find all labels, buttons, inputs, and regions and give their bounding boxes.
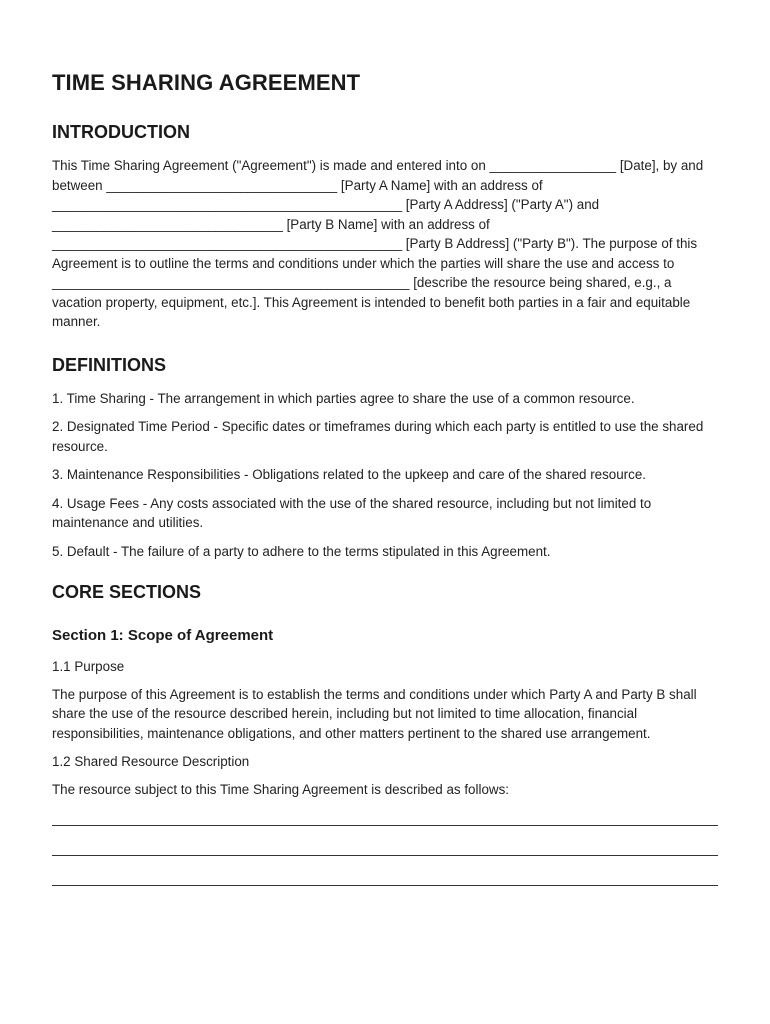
document-title: TIME SHARING AGREEMENT [52,70,361,95]
section-1-heading: Section 1: Scope of Agreement [52,627,274,644]
definition-item: 1. Time Sharing - The arrangement in which parties agree to share the use of a common resource. [52,390,635,406]
definitions-heading: DEFINITIONS [52,354,167,375]
clause-1-1-text: The purpose of this Agreement is to establish the terms and conditions under which Party A and Party B shall share the use of the resource described herein, including but not limited to time allocation, financial responsibilities, maintenance obligations, and other matters pertinent to the shared use arrangement. [52,686,697,741]
introduction-heading: INTRODUCTION [52,122,190,142]
definition-item: 2. Designated Time Period - Specific dates or timeframes during which each party is entitled to use the shared resource. [52,419,704,454]
clause-1-2-label: 1.2 Shared Resource Description [52,754,250,769]
introduction-paragraph: This Time Sharing Agreement ("Agreement") is made and entered into on _________________ [Date], by and between _______________________________ [Party A Name] with an address of _______________________________________________ [Party A Address] ("Party A") and _______________________________ [Party B Name] with an address of _______________________________________________ [Party B Address] ("Party B"). The purpose of this Agreement is to outline the terms and conditions under which the parties will share the use and access to ________________________________________________ [describe the resource being shared, e.g., a vacation property, equipment, etc.]. This Agreement is intended to benefit both parties in a fair and equitable manner. [52,158,704,329]
definitions-list [52,389,718,562]
resource-description-blank-line[interactable] [52,863,718,886]
resource-description-blank-line[interactable] [52,803,718,826]
definition-item: 5. Default - The failure of a party to adhere to the terms stipulated in this Agreement. [52,543,551,559]
definition-item: 4. Usage Fees - Any costs associated with the use of the shared resource, including but not limited to maintenance and utilities. [52,495,652,530]
resource-description-blank-line[interactable] [52,833,718,856]
clause-1-1-label: 1.1 Purpose [52,659,125,674]
core-sections-heading: CORE SECTIONS [52,582,202,602]
clause-1-2-text: The resource subject to this Time Sharing Agreement is described as follows: [52,781,509,797]
definition-item: 3. Maintenance Responsibilities - Obligations related to the upkeep and care of the shared resource. [52,467,647,482]
